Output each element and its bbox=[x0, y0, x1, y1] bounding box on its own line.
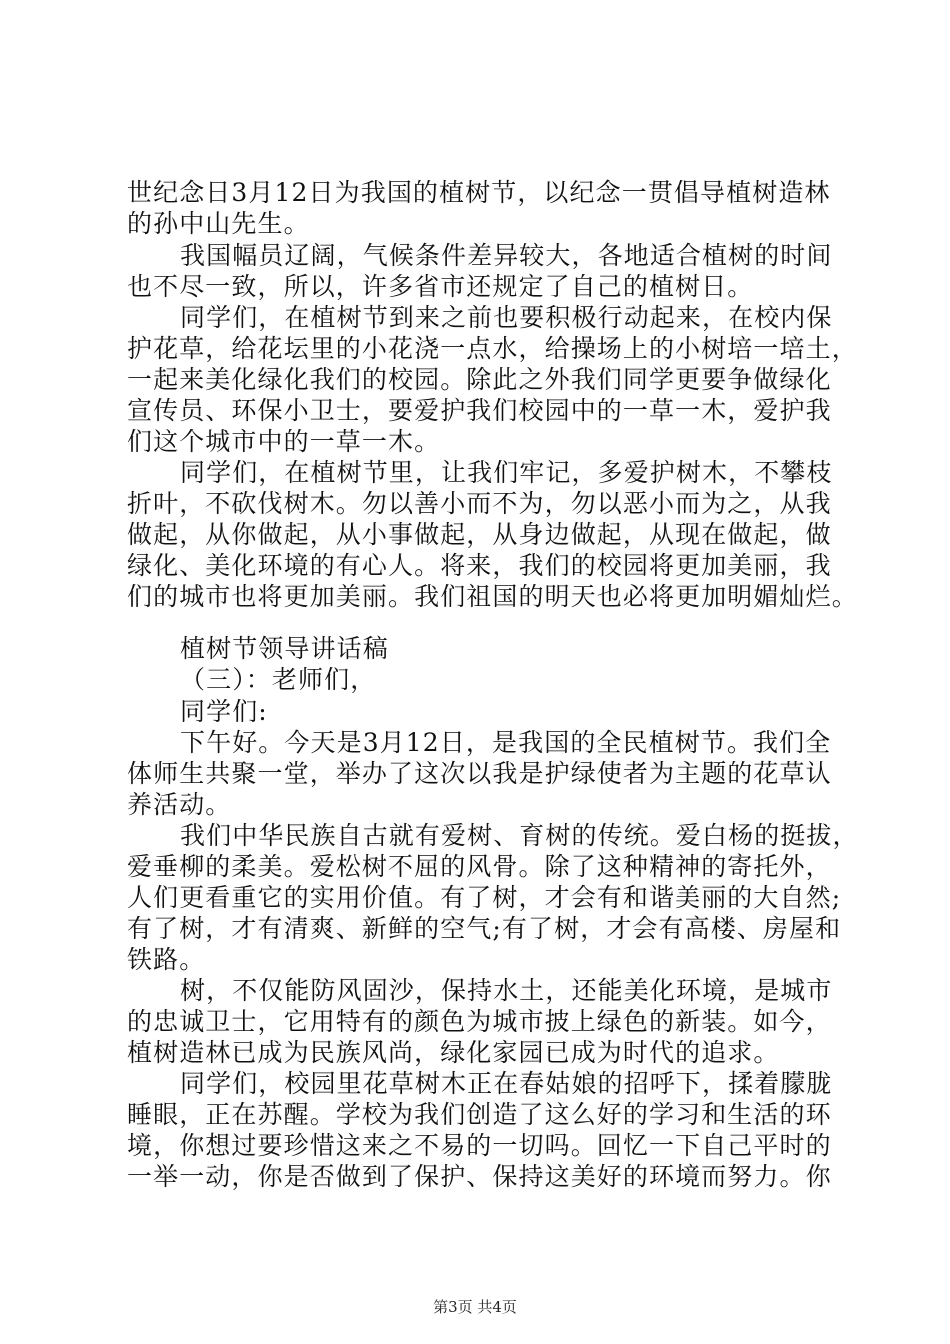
paragraph-first-line: 我们中华民族自古就有爱树、育树的传统。爱白杨的挺拔， bbox=[180, 821, 859, 850]
body-text-line: 绿化、美化环境的有心人。将来，我们的校园将更加美丽，我 bbox=[127, 551, 832, 580]
greeting: 同学们: bbox=[180, 697, 268, 726]
body-text-line: 们的城市也将更加美丽。我们祖国的明天也必将更加明媚灿烂。 bbox=[127, 582, 858, 611]
body-text-line: 境，你想过要珍惜这来之不易的一切吗。回忆一下自己平时的 bbox=[127, 1131, 832, 1160]
body-text-line: 做起，从你做起，从小事做起，从身边做起，从现在做起，做 bbox=[127, 520, 832, 549]
body-text-line: 世纪念日3月12日为我国的植树节，以纪念一贯倡导植树造林 bbox=[127, 178, 831, 207]
body-text-line: 也不尽一致，所以，许多省市还规定了自己的植树日。 bbox=[127, 272, 754, 301]
body-text-line: 体师生共聚一堂，举办了这次以我是护绿使者为主题的花草认 bbox=[127, 759, 832, 788]
body-text-line: 护花草，给花坛里的小花浇一点水，给操场上的小树培一培土， bbox=[127, 334, 858, 363]
body-text-line: 的孙中山先生。 bbox=[127, 209, 310, 238]
body-text-line: 植树造林已成为民族风尚，绿化家园已成为时代的追求。 bbox=[127, 1038, 780, 1067]
paragraph-first-line: 同学们，在植树节到来之前也要积极行动起来，在校内保 bbox=[180, 303, 833, 332]
paragraph-first-line: 同学们，在植树节里，让我们牢记，多爱护树木，不攀枝 bbox=[180, 458, 833, 487]
body-text-line: 养活动。 bbox=[127, 790, 232, 819]
paragraph-first-line: 树，不仅能防风固沙，保持水土，还能美化环境，是城市 bbox=[180, 976, 833, 1005]
body-text-line: 铁路。 bbox=[127, 945, 206, 974]
body-text-line: 的忠诚卫士，它用特有的颜色为城市披上绿色的新装。如今， bbox=[127, 1007, 832, 1036]
paragraph-first-line: 下午好。今天是3月12日，是我国的全民植树节。我们全 bbox=[180, 728, 832, 757]
section-subtitle: （三）：老师们， bbox=[180, 665, 377, 694]
paragraph-first-line: 我国幅员辽阔，气候条件差异较大，各地适合植树的时间 bbox=[180, 241, 833, 270]
body-text-line: 人们更看重它的实用价值。有了树，才会有和谐美丽的大自然; bbox=[127, 883, 842, 912]
body-text-line: 有了树，才有清爽、新鲜的空气;有了树，才会有高楼、房屋和 bbox=[127, 914, 842, 943]
paragraph-first-line: 同学们，校园里花草树木正在春姑娘的招呼下，揉着朦胧 bbox=[180, 1069, 833, 1098]
body-text-line: 睡眼，正在苏醒。学校为我们创造了这么好的学习和生活的环 bbox=[127, 1100, 832, 1129]
body-text-line: 一举一动，你是否做到了保护、保持这美好的环境而努力。你 bbox=[127, 1162, 832, 1191]
body-text-line: 折叶，不砍伐树木。勿以善小而不为，勿以恶小而为之，从我 bbox=[127, 489, 832, 518]
body-text-line: 们这个城市中的一草一木。 bbox=[127, 427, 441, 456]
body-text-line: 爱垂柳的柔美。爱松树不屈的风骨。除了这种精神的寄托外， bbox=[127, 852, 832, 881]
page-number-footer: 第3页 共4页 bbox=[433, 1298, 517, 1316]
body-text-line: 一起来美化绿化我们的校园。除此之外我们同学更要争做绿化 bbox=[127, 365, 832, 394]
body-text-line: 宣传员、环保小卫士，要爱护我们校园中的一草一木，爱护我 bbox=[127, 396, 832, 425]
section-title: 植树节领导讲话稿 bbox=[180, 634, 389, 663]
